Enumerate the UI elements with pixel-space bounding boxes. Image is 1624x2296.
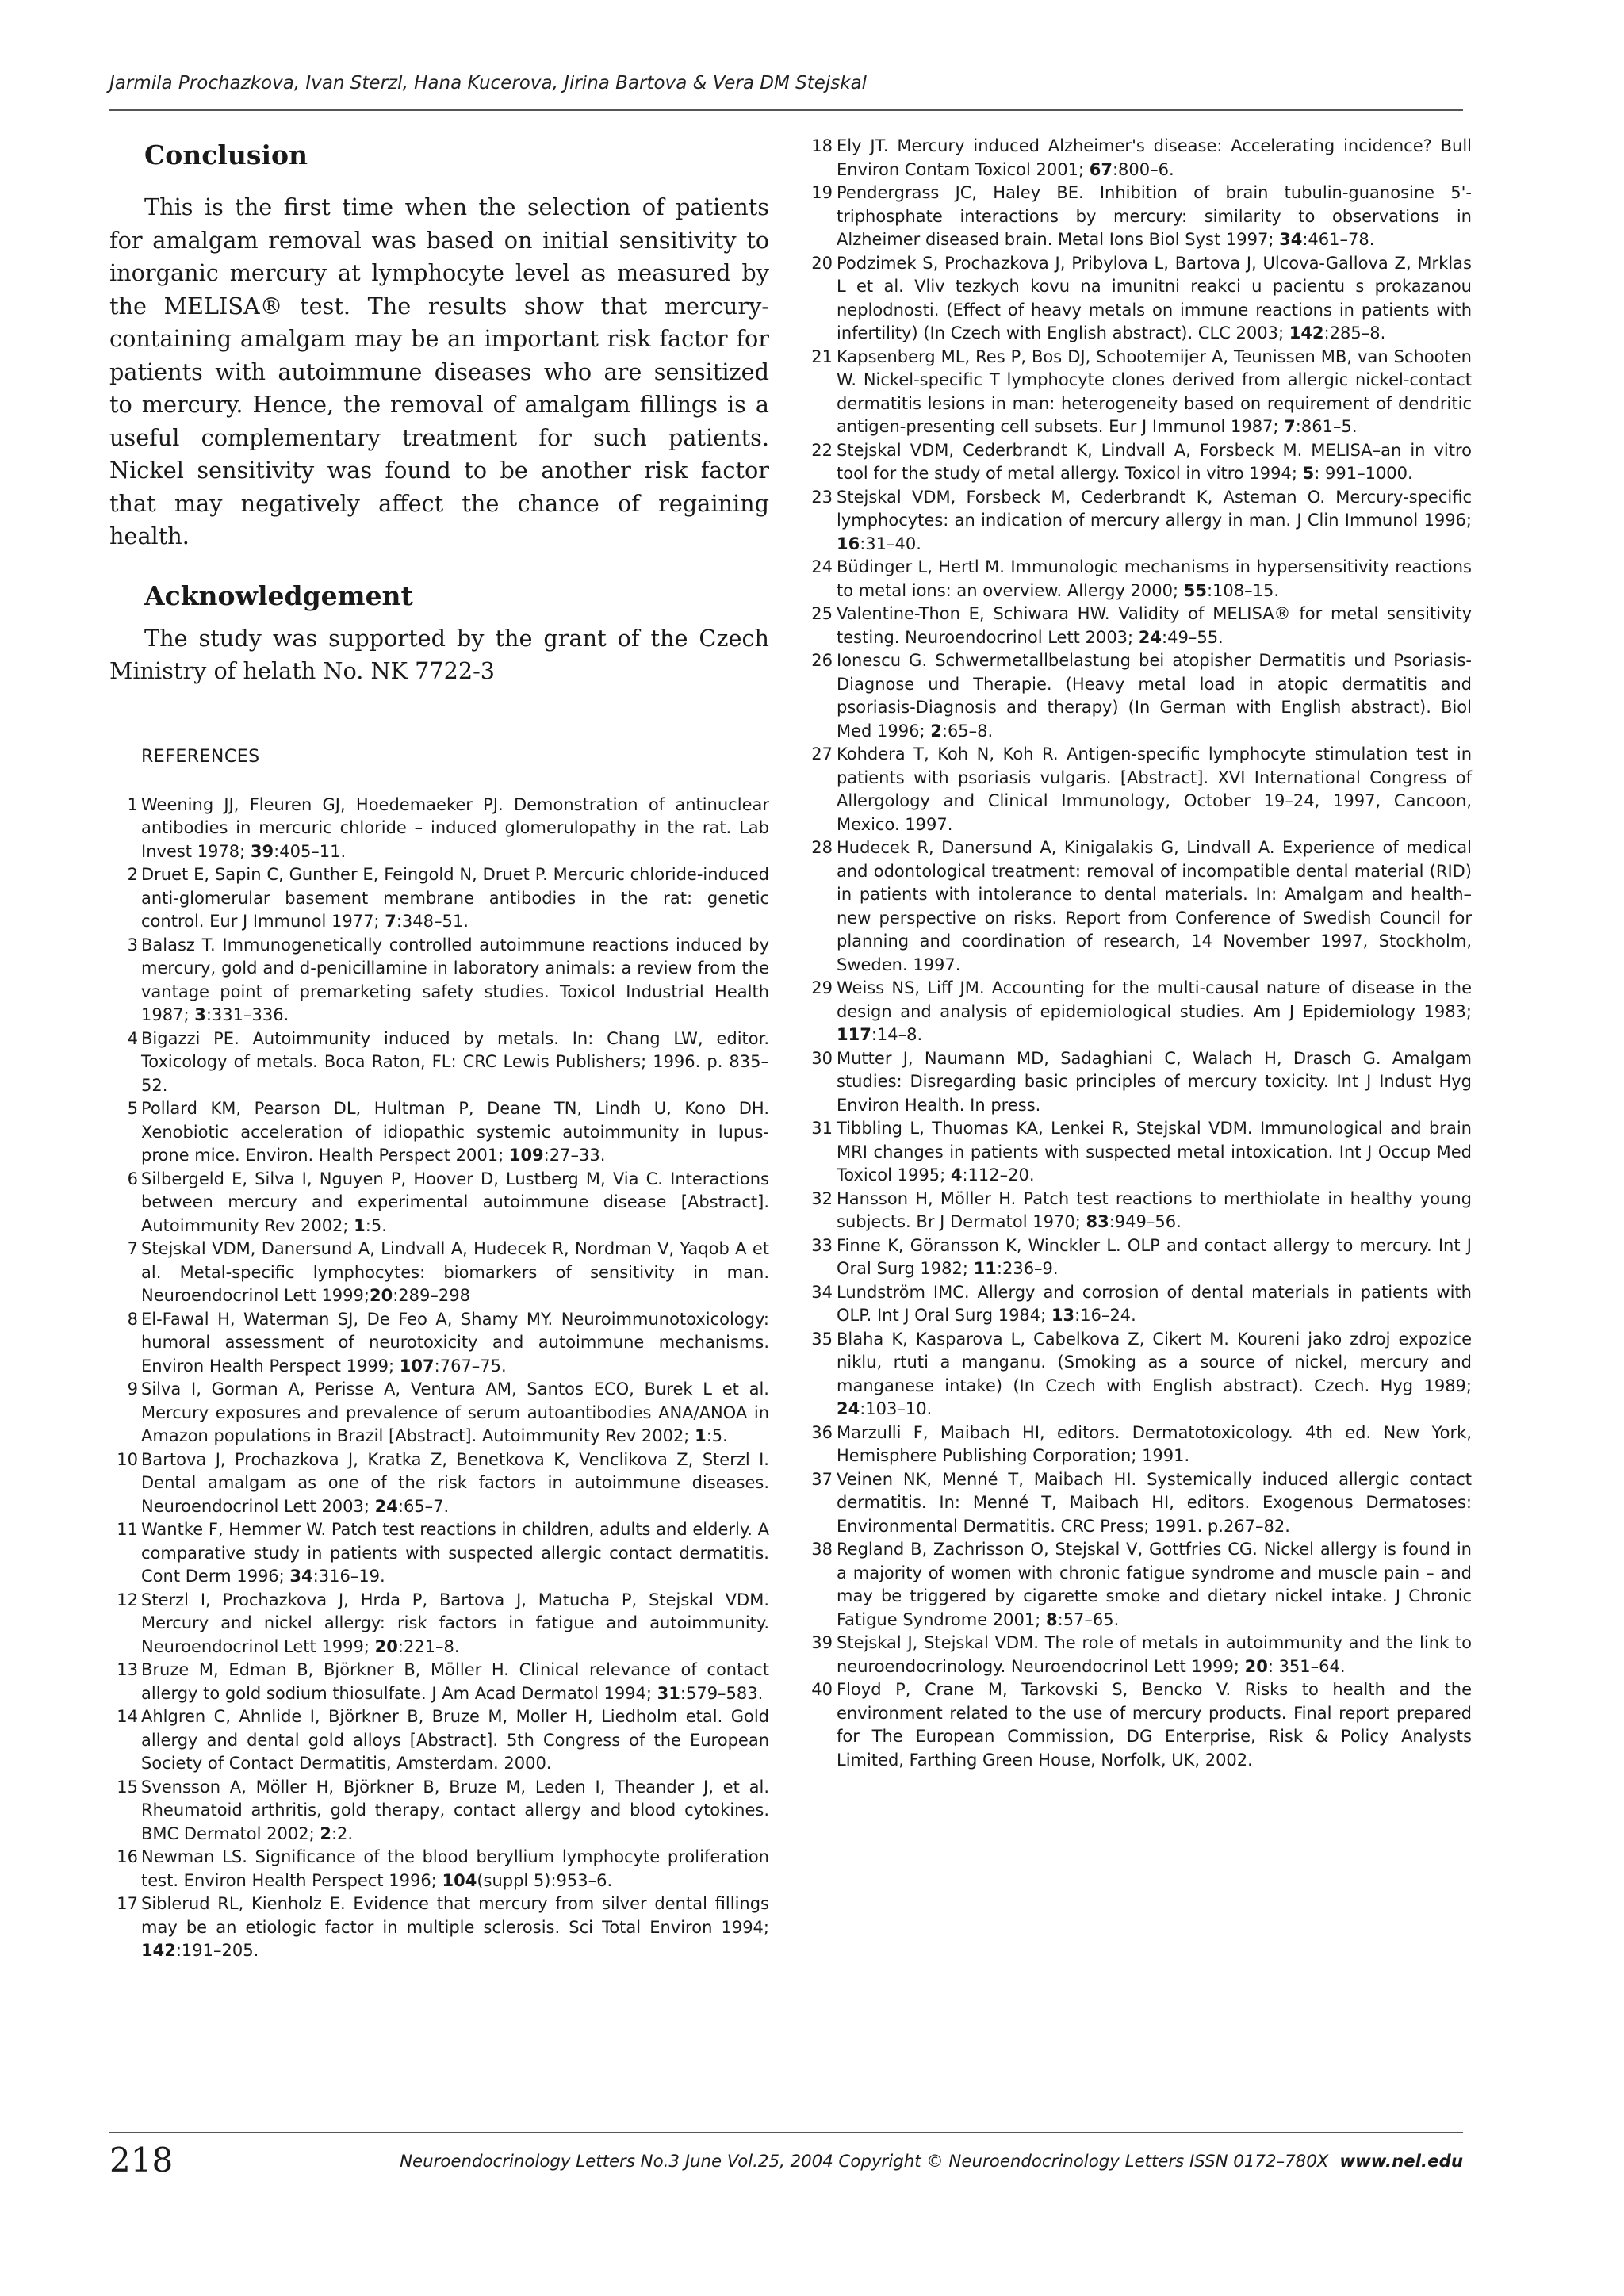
reference-text: Weiss NS, Liff JM. Accounting for the multi-causal nature of disease in the design and analysis of epidemiological studies. Am J Epidemiology 1983; <box>837 978 1472 1021</box>
reference-text: Sterzl I, Prochazkova J, Hrda P, Bartova J, Matucha P, Stejskal VDM. Mercury and nickel allergy: risk factors in fatigue and autoimmunity. Neuroendocrinol Lett 1999; <box>141 1590 769 1656</box>
reference-item <box>804 346 1472 439</box>
reference-item <box>109 1705 769 1776</box>
acknowledgement-heading: Acknowledgement <box>144 580 413 611</box>
reference-text: Ely JT. Mercury induced Alzheimer's disease: Accelerating incidence? Bull Environ Contam Toxicol 2001; <box>837 136 1472 179</box>
reference-item <box>804 135 1472 182</box>
reference-volume: 3 <box>194 1005 206 1024</box>
reference-text: Podzimek S, Prochazkova J, Pribylova L, Bartova J, Ulcova-Gallova Z, Mrklas L et al. Vliv tezkych kovu na imunitni reakci u pacientu s prokazanou neplodnosti. (Effect of heavy metals on immune reactions in patients with infertility) (In Czech with English abstract). CLC 2003; <box>837 253 1472 342</box>
reference-volume: 7 <box>1284 417 1296 436</box>
reference-item <box>804 1117 1472 1188</box>
reference-number: 36 <box>811 1422 833 1442</box>
references-heading: REFERENCES <box>141 746 260 767</box>
reference-item <box>804 977 1472 1047</box>
reference-pages: :285–8. <box>1323 323 1386 342</box>
reference-pages: :331–336. <box>205 1005 289 1024</box>
reference-item <box>804 1281 1472 1328</box>
reference-pages: :16–24. <box>1074 1306 1136 1325</box>
reference-text: Veinen NK, Menné T, Maibach HI. Systemically induced allergic contact dermatitis. In: Menné T, Maibach HI, editors. Exogenous Dermatoses: Environmental Dermatitis. CRC Press; 1991. p.267–82. <box>837 1469 1472 1536</box>
footer-rule <box>109 2132 1463 2133</box>
reference-text: Siblerud RL, Kienholz E. Evidence that mercury from silver dental fillings may be an etiologic factor in multiple sclerosis. Sci Total Environ 1994; <box>141 1894 769 1937</box>
reference-number: 18 <box>811 136 833 155</box>
reference-item <box>804 1234 1472 1281</box>
reference-number: 35 <box>811 1329 833 1349</box>
acknowledgement-paragraph: The study was supported by the grant of the Czech Ministry of helath No. NK 7722-3 <box>109 624 769 684</box>
reference-pages: :27–33. <box>543 1146 606 1165</box>
reference-text: Svensson A, Möller H, Björkner B, Bruze M, Leden I, Theander J, et al. Rheumatoid arthritis, gold therapy, contact allergy and blood cytokines. BMC Dermatol 2002; <box>141 1777 769 1843</box>
reference-item <box>109 1892 769 1963</box>
reference-item <box>804 1188 1472 1234</box>
reference-number: 21 <box>811 346 833 366</box>
reference-volume: 104 <box>442 1870 477 1890</box>
reference-item <box>804 1047 1472 1118</box>
conclusion-paragraph: This is the first time when the selection of patients for amalgam removal was based on initial sensitivity to inorganic mercury at lymphocyte level as measured by the MELISA® test. The results show that mercury-containing amalgam may be an important risk factor for patients with autoimmune diseases who are sensitized to mercury. Hence, the removal of amalgam fillings is a useful complementary treatment for such patients. Nickel sensitivity was found to be another risk factor that may negatively affect the chance of regaining health. <box>109 193 769 549</box>
reference-number: 24 <box>811 557 833 576</box>
reference-number: 14 <box>117 1707 138 1726</box>
reference-item <box>109 1846 769 1892</box>
reference-volume: 20 <box>369 1286 393 1305</box>
reference-number: 17 <box>117 1894 138 1913</box>
reference-pages: :103–10. <box>860 1399 933 1418</box>
reference-number: 6 <box>127 1169 138 1188</box>
right-column <box>804 135 1472 1772</box>
reference-volume: 55 <box>1183 580 1207 600</box>
reference-number: 19 <box>811 183 833 202</box>
reference-pages: :112–20. <box>962 1165 1035 1184</box>
reference-number: 4 <box>127 1028 138 1048</box>
reference-pages: :800–6. <box>1112 159 1174 179</box>
reference-pages: :2. <box>331 1823 354 1843</box>
reference-item <box>804 1632 1472 1678</box>
reference-item <box>109 863 769 934</box>
reference-text: Kapsenberg ML, Res P, Bos DJ, Schootemijer A, Teunissen MB, van Schooten W. Nickel-specific T lymphocyte clones derived from allergic nickel-contact dermatitis lesions in man: heterogeneity based on requirement of dendritic antigen-presenting cell subsets. Eur J Immunol 1987; <box>837 346 1472 436</box>
reference-volume: 7 <box>385 912 396 931</box>
reference-text: Regland B, Zachrisson O, Stejskal V, Gottfries CG. Nickel allergy is found in a majority of women with chronic fatigue syndrome and muscle pain – and may be triggered by cigarette smoke and dietary nickel intake. J Chronic Fatigue Syndrome 2001; <box>837 1540 1472 1629</box>
reference-text: Ionescu G. Schwermetallbelastung bei atopisher Dermatitis und Psoriasis-Diagnose und Therapie. (Heavy metal load in atopic dermatitis and psoriasis-Diagnosis and therapy) (In German with English abstract). Biol Med 1996; <box>837 651 1472 740</box>
reference-pages: :289–298 <box>393 1286 470 1305</box>
reference-volume: 13 <box>1051 1306 1075 1325</box>
reference-volume: 11 <box>973 1259 997 1278</box>
reference-volume: 20 <box>1244 1656 1268 1676</box>
reference-item <box>804 556 1472 603</box>
reference-pages: :5. <box>706 1426 728 1445</box>
reference-item <box>804 743 1472 836</box>
page-number: 218 <box>109 2141 174 2179</box>
reference-pages: : 351–64. <box>1267 1656 1346 1676</box>
reference-item <box>109 1776 769 1846</box>
reference-pages: :57–65. <box>1057 1609 1120 1629</box>
reference-list-right <box>804 135 1472 1772</box>
reference-volume: 142 <box>1289 323 1324 342</box>
reference-item <box>804 1538 1472 1632</box>
reference-item <box>804 1678 1472 1772</box>
reference-item <box>804 836 1472 977</box>
reference-volume: 107 <box>399 1356 435 1376</box>
reference-item <box>109 1308 769 1379</box>
reference-number: 30 <box>811 1048 833 1068</box>
reference-pages: :316–19. <box>312 1567 385 1586</box>
reference-volume: 24 <box>1138 627 1162 647</box>
reference-volume: 34 <box>1279 230 1303 249</box>
reference-item <box>109 1589 769 1659</box>
reference-pages: (suppl 5):953–6. <box>477 1870 613 1890</box>
reference-volume: 31 <box>657 1683 680 1703</box>
reference-volume: 4 <box>950 1165 963 1184</box>
reference-volume: 67 <box>1089 159 1113 179</box>
reference-volume: 2 <box>320 1823 331 1843</box>
reference-volume: 39 <box>250 841 274 861</box>
reference-item <box>109 1448 769 1519</box>
reference-number: 9 <box>127 1380 138 1399</box>
reference-volume: 142 <box>141 1941 176 1960</box>
reference-list-left <box>109 794 769 1963</box>
reference-volume: 109 <box>508 1146 544 1165</box>
reference-number: 7 <box>127 1239 138 1258</box>
journal-url-link[interactable]: www.nel.edu <box>1339 2152 1463 2172</box>
reference-text: Tibbling L, Thuomas KA, Lenkei R, Stejskal VDM. Immunological and brain MRI changes in patients with suspected metal intoxication. Int J Occup Med Toxicol 1995; <box>837 1119 1472 1184</box>
reference-text: Stejskal VDM, Forsbeck M, Cederbrandt K, Asteman O. Mercury-specific lymphocytes: an indication of mercury allergy in man. J Clin Immunol 1996; <box>837 487 1472 530</box>
reference-text: Silva I, Gorman A, Perisse A, Ventura AM, Santos ECO, Burek L et al. Mercury exposures and prevalence of serum autoantibodies ANA/ANOA in Amazon populations in Brazil [Abstract]. Autoimmunity Rev 2002; <box>141 1380 769 1445</box>
reference-pages: :221–8. <box>397 1636 460 1656</box>
reference-pages: :191–205. <box>175 1941 259 1960</box>
journal-citation: Neuroendocrinology Letters No.3 June Vol.25, 2004 Copyright © Neuroendocrinology Letters ISSN 0172–780X <box>400 2152 1329 2172</box>
reference-pages: :5. <box>365 1215 387 1235</box>
reference-number: 27 <box>811 744 833 763</box>
reference-text: Büdinger L, Hertl M. Immunologic mechanisms in hypersensitivity reactions to metal ions: an overview. Allergy 2000; <box>837 557 1472 600</box>
reference-text: Mutter J, Naumann MD, Sadaghiani C, Walach H, Drasch G. Amalgam studies: Disregarding basic principles of mercury toxicity. Int J Indust Hyg Environ Health. In press. <box>837 1048 1472 1115</box>
reference-pages: :405–11. <box>274 841 347 861</box>
reference-pages: :65–7. <box>397 1496 450 1516</box>
reference-number: 31 <box>811 1119 833 1138</box>
reference-item <box>109 1238 769 1308</box>
reference-text: Lundström IMC. Allergy and corrosion of dental materials in patients with OLP. Int J Oral Surg 1984; <box>837 1282 1472 1325</box>
reference-pages: :949–56. <box>1109 1212 1182 1231</box>
reference-item <box>804 603 1472 649</box>
reference-pages: :461–78. <box>1302 230 1375 249</box>
reference-text: Stejskal J, Stejskal VDM. The role of metals in autoimmunity and the link to neuroendocrinology. Neuroendocrinol Lett 1999; <box>837 1633 1472 1676</box>
reference-item <box>804 182 1472 252</box>
reference-text: Bruze M, Edman B, Björkner B, Möller H. Clinical relevance of contact allergy to gold sodium thiosulfate. J Am Acad Dermatol 1994; <box>141 1660 769 1703</box>
reference-number: 12 <box>117 1590 138 1609</box>
reference-text: Druet E, Sapin C, Gunther E, Feingold N, Druet P. Mercuric chloride-induced anti-glomerular basement membrane antibodies in the rat: genetic control. Eur J Immunol 1977; <box>141 865 769 931</box>
reference-number: 29 <box>811 978 833 997</box>
reference-text: Stejskal VDM, Cederbrandt K, Lindvall A, Forsbeck M. MELISA–an in vitro tool for the study of metal allergy. Toxicol in vitro 1994; <box>837 440 1472 483</box>
reference-pages: :861–5. <box>1295 417 1358 436</box>
reference-item <box>804 1422 1472 1468</box>
reference-text: Blaha K, Kasparova L, Cabelkova Z, Cikert M. Koureni jako zdroj expozice niklu, rtuti a manganu. (Smoking as a source of nickel, mercury and manganese intake) (In Czech with English abstract). Czech. Hyg 1989; <box>837 1329 1472 1395</box>
reference-volume: 83 <box>1086 1212 1109 1231</box>
reference-item <box>804 439 1472 486</box>
reference-text: Hansson H, Möller H. Patch test reactions to merthiolate in healthy young subjects. Br J Dermatol 1970; <box>837 1188 1472 1231</box>
reference-number: 13 <box>117 1660 138 1679</box>
reference-number: 1 <box>127 794 138 814</box>
reference-number: 23 <box>811 487 833 507</box>
reference-volume: 117 <box>837 1025 871 1044</box>
reference-number: 8 <box>127 1309 138 1329</box>
reference-volume: 24 <box>837 1399 860 1418</box>
reference-pages: :65–8. <box>941 721 994 740</box>
reference-item <box>109 794 769 864</box>
reference-text: Ahlgren C, Ahnlide I, Björkner B, Bruze M, Moller H, Liedholm etal. Gold allergy and dental gold alloys [Abstract]. 5th Congress of the European Society of Contact Dermatitis, Amsterdam. 2000. <box>141 1707 769 1773</box>
reference-number: 40 <box>811 1680 833 1699</box>
reference-pages: :14–8. <box>871 1025 923 1044</box>
reference-volume: 8 <box>1046 1609 1058 1629</box>
reference-volume: 2 <box>930 721 942 740</box>
left-column <box>109 140 769 1963</box>
reference-text: Weening JJ, Fleuren GJ, Hoedemaeker PJ. Demonstration of antinuclear antibodies in mercuric chloride – induced glomerulopathy in the rat. Lab Invest 1978; <box>141 794 769 861</box>
reference-item <box>804 1468 1472 1539</box>
reference-number: 39 <box>811 1633 833 1652</box>
reference-volume: 20 <box>374 1636 398 1656</box>
reference-item <box>109 934 769 1027</box>
reference-item <box>109 1168 769 1238</box>
reference-number: 37 <box>811 1469 833 1489</box>
reference-number: 2 <box>127 865 138 884</box>
reference-item <box>109 1097 769 1168</box>
reference-volume: 24 <box>374 1496 398 1516</box>
reference-text: Bigazzi PE. Autoimmunity induced by metals. In: Chang LW, editor. Toxicology of metals. Boca Raton, FL: CRC Lewis Publishers; 1996. p. 835–52. <box>141 1028 769 1095</box>
conclusion-heading: Conclusion <box>144 140 308 170</box>
running-header-authors: Jarmila Prochazkova, Ivan Sterzl, Hana Kucerova, Jirina Bartova & Vera DM Stejskal <box>109 73 868 94</box>
reference-text: Newman LS. Significance of the blood beryllium lymphocyte proliferation test. Environ Health Perspect 1996; <box>141 1847 769 1890</box>
reference-text: Valentine-Thon E, Schiwara HW. Validity of MELISA® for metal sensitivity testing. Neuroendocrinol Lett 2003; <box>837 604 1472 647</box>
reference-pages: :579–583. <box>680 1683 764 1703</box>
reference-number: 20 <box>811 253 833 273</box>
reference-number: 25 <box>811 604 833 623</box>
reference-text: Kohdera T, Koh N, Koh R. Antigen-specific lymphocyte stimulation test in patients with psoriasis vulgaris. [Abstract]. XVI International Congress of Allergology and Clinical Immunology, October 19–24, 1997, Cancoon, Mexico. 1997. <box>837 744 1472 834</box>
reference-volume: 1 <box>695 1426 707 1445</box>
reference-number: 15 <box>117 1777 138 1797</box>
reference-text: Pendergrass JC, Haley BE. Inhibition of brain tubulin-guanosine 5'-triphosphate interactions by mercury: similarity to observations in Alzheimer diseased brain. Metal Ions Biol Syst 1997; <box>837 183 1472 249</box>
reference-item <box>804 649 1472 743</box>
reference-number: 38 <box>811 1540 833 1559</box>
reference-item <box>804 252 1472 346</box>
reference-item <box>109 1378 769 1448</box>
reference-item <box>109 1027 769 1098</box>
journal-footer <box>400 2152 1463 2172</box>
reference-volume: 5 <box>1302 464 1315 483</box>
reference-text: Hudecek R, Danersund A, Kinigalakis G, Lindvall A. Experience of medical and odontological treatment: removal of incompatible dental material (RID) in patients with intolerance to dental materials. In: Amalgam and health–new perspective on risks. Report from Conference of Swedish Council for planning and coordination of research, 14 November 1997, Stockholm, Sweden. 1997. <box>837 838 1472 974</box>
reference-pages: :49–55. <box>1162 627 1224 647</box>
reference-text: Finne K, Göransson K, Winckler L. OLP and contact allergy to mercury. Int J Oral Surg 1982; <box>837 1235 1472 1278</box>
reference-text: Bartova J, Prochazkova J, Kratka Z, Benetkova K, Venclikova Z, Sterzl I. Dental amalgam as one of the risk factors in autoimmune diseases. Neuroendocrinol Lett 2003; <box>141 1449 769 1516</box>
reference-pages: : 991–1000. <box>1314 464 1413 483</box>
reference-number: 16 <box>117 1847 138 1866</box>
reference-number: 22 <box>811 440 833 460</box>
header-rule <box>109 109 1463 111</box>
reference-text: Silbergeld E, Silva I, Nguyen P, Hoover D, Lustberg M, Via C. Interactions between mercury and experimental autoimmune disease [Abstract]. Autoimmunity Rev 2002; <box>141 1169 769 1235</box>
reference-item <box>109 1518 769 1589</box>
reference-volume: 34 <box>289 1567 313 1586</box>
reference-number: 26 <box>811 651 833 670</box>
reference-number: 28 <box>811 838 833 857</box>
reference-number: 3 <box>127 935 138 955</box>
reference-item <box>109 1659 769 1705</box>
reference-text: Pollard KM, Pearson DL, Hultman P, Deane TN, Lindh U, Kono DH. Xenobiotic acceleration of idiopathic systemic autoimmunity in lupus-prone mice. Environ. Health Perspect 2001; <box>141 1099 769 1165</box>
reference-text: El-Fawal H, Waterman SJ, De Feo A, Shamy MY. Neuroimmunotoxicology: humoral assessment of neurotoxicity and autoimmune mechanisms. Environ Health Perspect 1999; <box>141 1309 769 1376</box>
reference-number: 5 <box>127 1099 138 1118</box>
reference-number: 10 <box>117 1449 138 1469</box>
reference-item <box>804 1328 1472 1422</box>
reference-item <box>804 486 1472 557</box>
reference-number: 34 <box>811 1282 833 1302</box>
reference-text: Wantke F, Hemmer W. Patch test reactions in children, adults and elderly. A comparative study in patients with suspected allergic contact dermatitis. Cont Derm 1996; <box>141 1520 769 1586</box>
reference-text: Balasz T. Immunogenetically controlled autoimmune reactions induced by mercury, gold and d-penicillamine in laboratory animals: a review from the vantage point of premarketing safety studies. Toxicol Industrial Health 1987; <box>141 935 769 1024</box>
reference-number: 11 <box>117 1520 138 1539</box>
reference-number: 32 <box>811 1188 833 1208</box>
reference-text: Stejskal VDM, Danersund A, Lindvall A, Hudecek R, Nordman V, Yaqob A et al. Metal-specific lymphocytes: biomarkers of sensitivity in man. Neuroendocrinol Lett 1999; <box>141 1239 769 1305</box>
reference-text: Marzulli F, Maibach HI, editors. Dermatotoxicology. 4th ed. New York, Hemisphere Publishing Corporation; 1991. <box>837 1422 1472 1465</box>
reference-pages: :31–40. <box>860 534 921 553</box>
reference-volume: 16 <box>837 534 860 553</box>
reference-text: Floyd P, Crane M, Tarkovski S, Bencko V. Risks to health and the environment related to the use of mercury products. Final report prepared for The European Commission, DG Enterprise, Risk & Policy Analysts Limited, Farthing Green House, Norfolk, UK, 2002. <box>837 1680 1472 1770</box>
reference-pages: :348–51. <box>396 912 469 931</box>
reference-number: 33 <box>811 1235 833 1255</box>
reference-pages: :236–9. <box>996 1259 1059 1278</box>
reference-volume: 1 <box>354 1215 366 1235</box>
reference-pages: :767–75. <box>434 1356 507 1376</box>
reference-pages: :108–15. <box>1206 580 1280 600</box>
